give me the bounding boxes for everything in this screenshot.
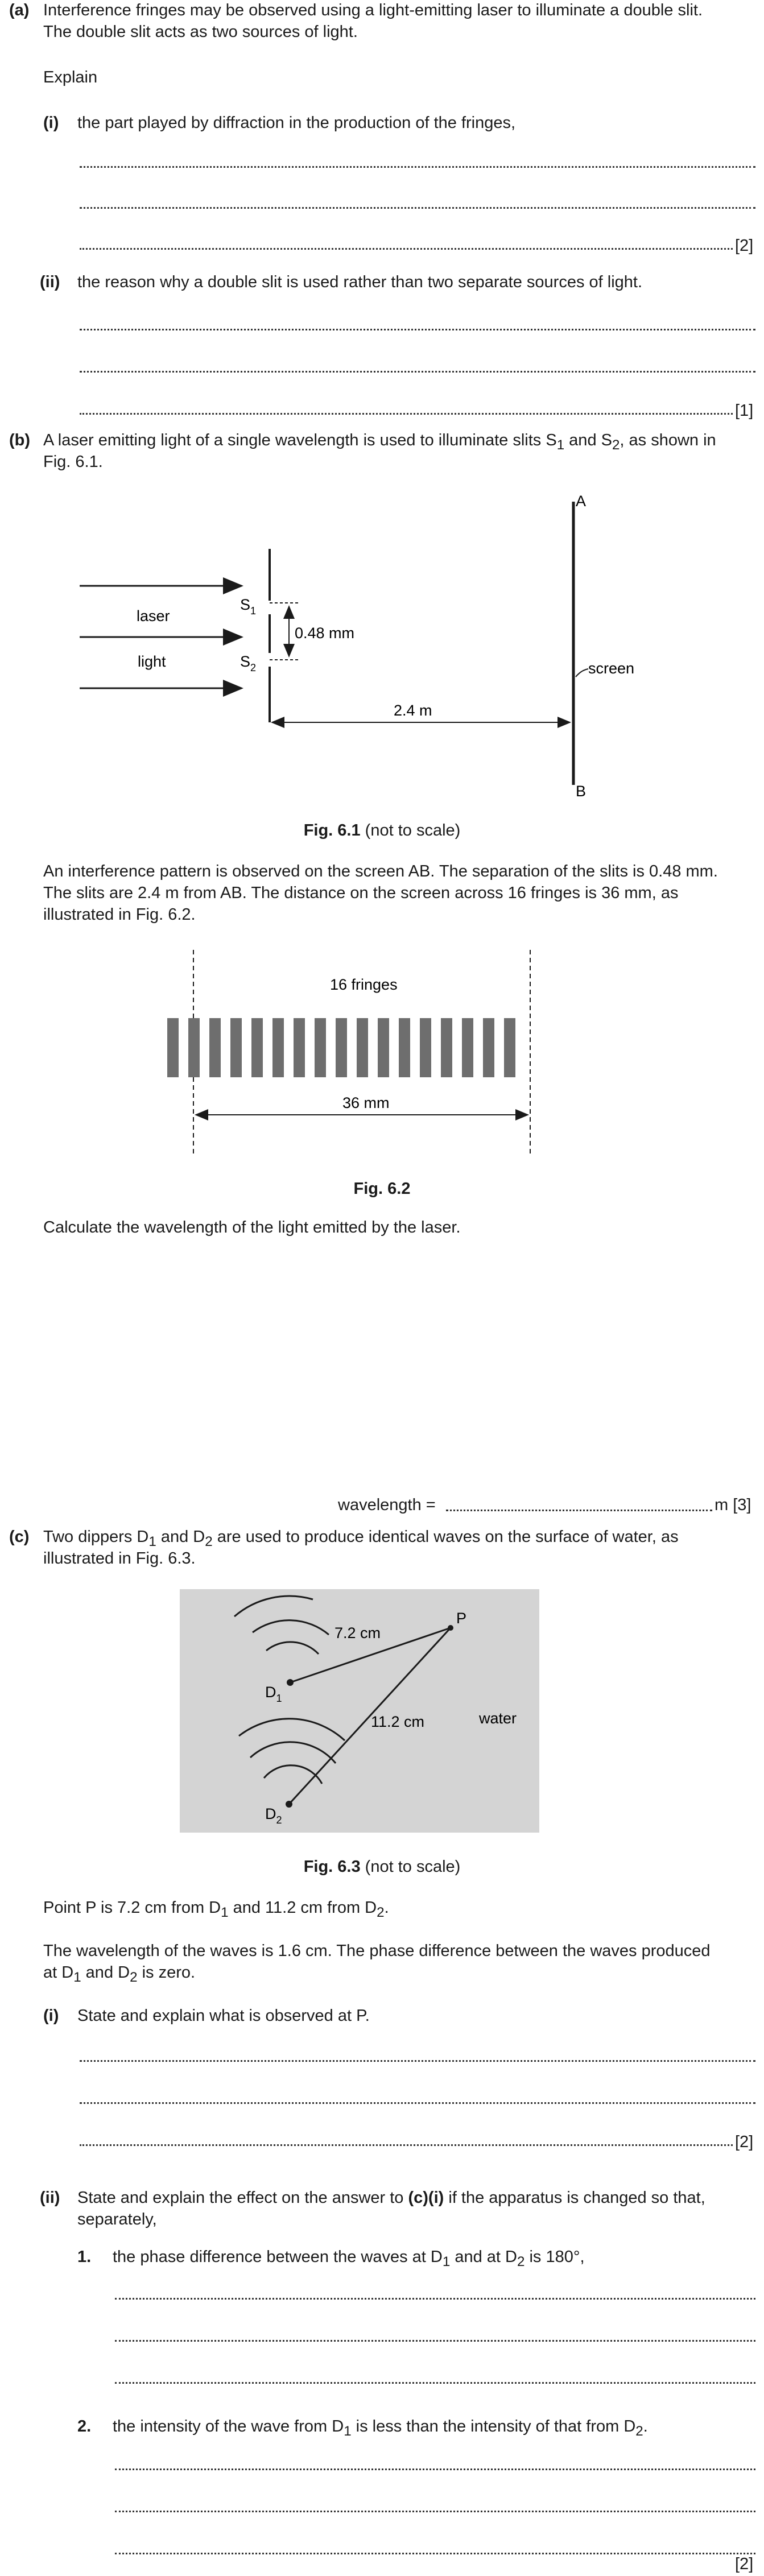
answer-line[interactable] <box>80 248 733 250</box>
answer-line[interactable] <box>80 329 755 330</box>
screen-end-a: A <box>576 493 587 510</box>
distance-d2-p-label: 11.2 cm <box>371 1713 425 1730</box>
answer-line[interactable] <box>115 2382 755 2384</box>
water-label: water <box>479 1710 517 1727</box>
mark-allocation: [1] <box>735 402 754 420</box>
part-c-ii-text: State and explain the effect on the answer to (c)(i) if the apparatus is changed so that, <box>77 2189 705 2207</box>
point-p-label: P <box>456 1610 467 1627</box>
fringe-bar <box>315 1018 326 1077</box>
part-a-stem-line2: The double slit acts as two sources of light. <box>43 23 358 41</box>
answer-line[interactable] <box>80 207 755 209</box>
part-c-ii-text-line2: separately, <box>77 2210 157 2228</box>
fringe-bar <box>294 1018 305 1077</box>
fringe-bar <box>209 1018 221 1077</box>
fringe-bar <box>336 1018 347 1077</box>
answer-line[interactable] <box>115 2340 755 2342</box>
part-a-i-text: the part played by diffraction in the production of the fringes, <box>77 114 516 132</box>
wavelength-answer-field[interactable] <box>446 1510 712 1511</box>
fringe-bar <box>399 1018 410 1077</box>
light-label: light <box>138 653 166 670</box>
d2-label: $D_2$ <box>265 1805 282 1826</box>
answer-unit-mark: m [3] <box>715 1496 751 1514</box>
figure-6-1-caption: Fig. 6.1 (not to scale) <box>303 821 461 840</box>
part-a-ii-text: the reason why a double slit is used rather than two separate sources of light. <box>77 273 643 291</box>
dipper-d2 <box>286 1801 292 1808</box>
figure-6-3-caption: Fig. 6.3 (not to scale) <box>303 1858 461 1876</box>
explain-instruction: Explain <box>43 68 98 86</box>
mark-allocation: [2] <box>735 237 754 255</box>
distance-label: 2.4 m <box>394 702 432 719</box>
wavelength-answer-prefix: wavelength = <box>338 1496 436 1514</box>
fringe-bar <box>483 1018 494 1077</box>
part-b-stem-line1: A laser emitting light of a single wavelength is used to illuminate slits $S_1$ and $S_2$, as shown in <box>43 431 716 453</box>
answer-line[interactable] <box>80 166 755 168</box>
fringe-pattern <box>167 1018 515 1077</box>
laser-label: laser <box>137 607 170 625</box>
d1-label: $D_1$ <box>265 1684 282 1704</box>
separation-label: 0.48 mm <box>295 625 355 642</box>
answer-line[interactable] <box>115 2553 755 2554</box>
answer-line[interactable] <box>80 2102 755 2104</box>
part-c-i-text: State and explain what is observed at P. <box>77 2007 370 2025</box>
part-c-stem-line1: Two dippers $D_1$ and $D_2$ are used to produce identical waves on the surface of water, as <box>43 1528 679 1549</box>
part-c-ii-label: (ii) <box>40 2189 60 2207</box>
part-b-label: (b) <box>9 431 31 449</box>
fringe-bar <box>167 1018 179 1077</box>
answer-line[interactable] <box>80 413 733 415</box>
answer-line[interactable] <box>80 2144 733 2146</box>
figure-6-3 <box>0 1587 764 1843</box>
fringe-bar <box>504 1018 515 1077</box>
s1-label: $S_1$ <box>240 596 257 617</box>
part-c-stem-line2: illustrated in Fig. 6.3. <box>43 1549 196 1568</box>
wavelength-statement-line1: The wavelength of the waves is 1.6 cm. The phase difference between the waves produced <box>43 1942 711 1960</box>
calculate-instruction: Calculate the wavelength of the light emitted by the laser. <box>43 1218 461 1237</box>
answer-line[interactable] <box>80 2060 755 2062</box>
answer-line[interactable] <box>115 2469 755 2470</box>
answer-line[interactable] <box>80 371 755 373</box>
fringe-bar <box>462 1018 473 1077</box>
part-c-i-label: (i) <box>43 2007 59 2025</box>
mark-allocation: [2] <box>735 2133 754 2151</box>
s2-label: $S_2$ <box>240 653 257 673</box>
fringe-bar <box>230 1018 242 1077</box>
point-p-statement: Point P is 7.2 cm from $D_1$ and 11.2 cm from $D_2$. <box>43 1899 389 1920</box>
screen-label: screen <box>588 660 635 677</box>
answer-line[interactable] <box>115 2298 755 2300</box>
part-c-label: (c) <box>9 1528 30 1546</box>
part-a-stem-line1: Interference fringes may be observed using a light-emitting laser to illuminate a double slit. <box>43 1 703 19</box>
part-a-ii-label: (ii) <box>40 273 60 291</box>
distance-d1-p-label: 7.2 cm <box>334 1624 381 1641</box>
figure-6-2-caption: Fig. 6.2 <box>353 1180 411 1198</box>
part-b-para-line1: An interference pattern is observed on the screen AB. The separation of the slits is 0.48 mm. <box>43 862 718 880</box>
fringe-width-label: 36 mm <box>342 1094 390 1111</box>
figure-6-1 <box>0 489 764 808</box>
item-1-text: the phase difference between the waves at $D_1$ and at $D_2$ is 180°, <box>113 2248 585 2269</box>
answer-line[interactable] <box>115 2511 755 2512</box>
part-b-stem-line2: Fig. 6.1. <box>43 453 103 471</box>
fringe-bar <box>357 1018 368 1077</box>
part-a-i-label: (i) <box>43 114 59 132</box>
fringe-bar <box>420 1018 431 1077</box>
fringe-bar <box>188 1018 200 1077</box>
fringe-bar <box>251 1018 263 1077</box>
screen-end-b: B <box>576 783 587 800</box>
figure-6-2 <box>0 944 764 1172</box>
fringe-bar <box>378 1018 389 1077</box>
wavelength-statement-line2: at $D_1$ and $D_2$ is zero. <box>43 1963 196 1985</box>
part-a-label: (a) <box>9 1 30 19</box>
item-2-label: 2. <box>77 2417 92 2436</box>
fringe-bar <box>272 1018 284 1077</box>
item-2-text: the intensity of the wave from $D_1$ is less than the intensity of that from $D_2$. <box>113 2417 648 2439</box>
dipper-d1 <box>287 1679 294 1686</box>
part-b-para-line2: The slits are 2.4 m from AB. The distance on the screen across 16 fringes is 36 mm, as <box>43 884 679 902</box>
fringe-bar <box>441 1018 452 1077</box>
point-p <box>448 1625 453 1631</box>
item-1-label: 1. <box>77 2248 92 2266</box>
mark-allocation: [2] <box>735 2555 754 2573</box>
fringes-label: 16 fringes <box>330 976 398 993</box>
part-b-para-line3: illustrated in Fig. 6.2. <box>43 905 196 924</box>
